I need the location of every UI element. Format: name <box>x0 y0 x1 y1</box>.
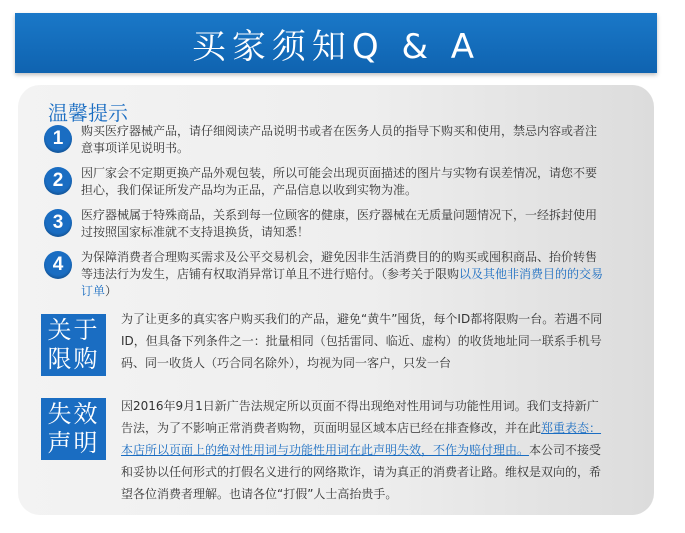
tip-text: 因厂家会不定期更换产品外观包装，所以可能会出现页面描述的图片与实物有误差情况，请您不要担心，我们保证所发产品均为正品，产品信息以收到实物为准。 <box>81 166 598 197</box>
purchase-limit-link[interactable]: 以及其他非消费目的的交易订单 <box>81 267 604 298</box>
number-badge-1: 1 <box>44 125 72 153</box>
tip-text <box>81 249 606 300</box>
disclaimer-text <box>121 395 609 505</box>
limit-text: 为了让更多的真实客户购买我们的产品，避免“黄牛”囤货，每个ID都将限购一台。若遇不同ID，但具备下列条件之一：批量相同（包括雷同、临近、虚构）的收货地址同一联系手机号码、同一收货人（巧合同名除外），均视为同一客户，只发一台 <box>121 312 603 370</box>
limit-badge: 关于限购 <box>41 314 106 376</box>
disclaimer-text-1: 因2016年9月1日新广告法规定所以页面不得出现绝对性用词与功能性用词。我们支持新广告法，为了不影响正常消费者购物，页面明显区域本店已经在排查修改，并在此 <box>121 399 599 435</box>
header-banner <box>15 13 657 73</box>
tip-text: 购买医疗器械产品，请仔细阅读产品说明书或者在医务人员的指导下购买和使用，禁忌内容或者注意事项详见说明书。 <box>81 124 598 155</box>
tip-text: 医疗器械属于特殊商品，关系到每一位顾客的健康，医疗器械在无质量问题情况下，一经拆封使用过按照国家标准就不支持退换货，请知悉！ <box>81 208 598 239</box>
tip-text-tail: ） <box>105 284 118 298</box>
banner-title: 买家须知Q & A <box>191 26 481 67</box>
tip-text-main: 为保障消费者合理购买需求及公平交易机会，避免因非生活消费目的的购买或囤积商品、抬价转售等违法行为发生，店铺有权取消异常订单且不进行赔付。（参考关于限购 <box>81 250 598 281</box>
number-badge-2: 2 <box>44 167 72 195</box>
number-badge-3: 3 <box>44 209 72 237</box>
tips-title: 温馨提示 <box>48 101 128 125</box>
disclaimer-text-2: 本公司不接受和妥协以任何形式的打假名义进行的网络欺诈，请为真正的消费者让路。维权是双向的，希望各位消费者理解。也请各位“打假”人士高抬贵手。 <box>121 443 602 501</box>
number-badge-4: 4 <box>44 251 72 279</box>
disclaimer-emphasis: 郑重表态：本店所以页面上的绝对性用词与功能性用词在此声明失效，不作为赔付理由。 <box>121 421 602 457</box>
disclaimer-badge: 失效声明 <box>41 398 106 460</box>
